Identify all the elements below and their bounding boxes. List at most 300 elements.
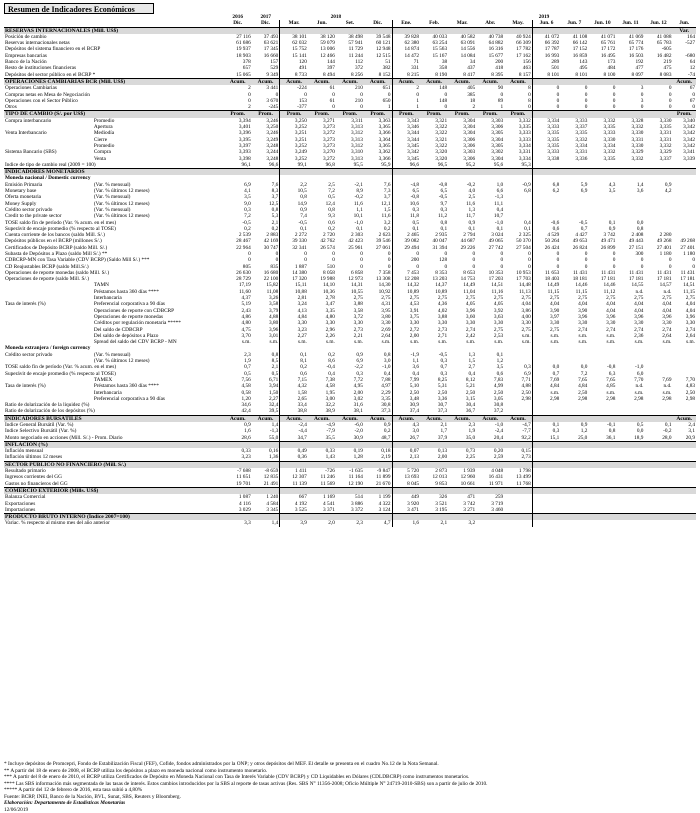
data-cell: 3 525 xyxy=(294,506,307,513)
data-cell: 35,5 xyxy=(325,434,335,441)
data-cell: 3,248 xyxy=(252,156,280,162)
data-cell: 11,6 xyxy=(353,200,363,207)
data-cell: 449 xyxy=(411,494,420,501)
data-cell: -9 847 xyxy=(364,468,392,474)
data-cell: 16 482 xyxy=(656,52,672,59)
data-cell: 3,363 xyxy=(364,118,392,124)
data-cell: 1,5 xyxy=(468,358,476,365)
data-cell: 0,2 xyxy=(328,351,335,358)
data-cell: 0,0 xyxy=(580,364,588,371)
period-header: Jun. 7 xyxy=(567,20,582,27)
data-cell: 0 xyxy=(692,104,695,111)
data-cell: 0 xyxy=(584,257,588,264)
data-cell: 4 529 xyxy=(547,232,560,239)
data-cell: 4,83 xyxy=(685,383,695,390)
data-cell xyxy=(560,27,588,34)
data-cell: Prom. xyxy=(392,111,420,118)
data-cell: 418 xyxy=(495,65,504,72)
data-cell: 3,304 xyxy=(463,117,476,124)
data-cell: 3,331 xyxy=(659,136,672,143)
data-cell: 3 195 xyxy=(435,506,448,513)
data-cell: 405 xyxy=(467,85,476,92)
data-cell: 0 xyxy=(612,104,616,111)
data-cell: 14 874 xyxy=(404,46,420,53)
data-cell: 10,7 xyxy=(493,213,504,220)
data-cell: 0,4 xyxy=(412,370,420,377)
data-cell: 8 256 xyxy=(351,71,363,78)
data-cell: 0 xyxy=(556,104,560,111)
data-cell: 0 xyxy=(668,91,672,98)
data-cell: 0 xyxy=(416,250,420,257)
data-cell: 41 071 xyxy=(600,33,616,40)
data-cell: 60 121 xyxy=(364,40,392,46)
data-cell: Acum. xyxy=(448,415,476,422)
data-cell: 11 768 xyxy=(504,481,532,488)
data-cell: 15 677 xyxy=(488,52,504,59)
data-cell: 128 xyxy=(439,257,448,264)
data-cell xyxy=(560,507,588,514)
data-cell: 4,7 xyxy=(364,520,392,526)
data-cell: 3,334 xyxy=(504,156,532,162)
data-cell: 27 401 xyxy=(680,244,695,251)
data-cell: 50 370 xyxy=(504,238,532,244)
data-cell: 0,5 xyxy=(328,194,335,201)
data-cell xyxy=(560,481,588,488)
row-label: Inflación mensual xyxy=(5,448,44,455)
data-cell: 37 493 xyxy=(252,34,280,40)
data-cell: 7,83 xyxy=(493,376,504,383)
data-cell: 2,43 xyxy=(241,307,251,314)
data-cell: 1,50 xyxy=(252,390,280,396)
data-cell: 4,85 xyxy=(606,383,616,390)
data-cell: 0,1 xyxy=(552,422,560,428)
row-label: SECTOR PÚBLICO NO FINANCIERO (Mill. S/.) xyxy=(4,461,224,468)
data-cell: 0,9 xyxy=(356,351,363,358)
data-cell: 2,73 xyxy=(353,326,363,333)
data-cell: 2,74 xyxy=(662,326,672,333)
data-cell: 326 xyxy=(439,494,448,501)
row-label: TOSE saldo fin de período (Var. % acum. en el mes) xyxy=(5,219,117,226)
data-cell: 10,1 xyxy=(353,213,363,220)
data-cell: 19 937 xyxy=(236,46,251,53)
data-cell: 0 xyxy=(500,257,504,264)
data-cell: 49 268 xyxy=(656,238,672,245)
data-cell: 3,0 xyxy=(412,428,420,435)
data-cell: 1,9 xyxy=(468,428,476,435)
data-cell: 12 190 xyxy=(348,480,363,487)
data-cell: 30,7 xyxy=(437,402,448,409)
data-cell: 14,10 xyxy=(322,282,335,289)
period-header: Set. xyxy=(345,20,355,27)
data-cell: 3,304 xyxy=(491,155,504,162)
indicator-row xyxy=(4,72,696,79)
data-cell: 0,5 xyxy=(252,371,280,377)
data-cell: 0,6 xyxy=(496,370,504,377)
data-cell: 0,3 xyxy=(356,370,363,377)
data-cell: 4,84 xyxy=(297,313,307,320)
data-cell: n.d. xyxy=(635,288,644,295)
data-cell: 3,26 xyxy=(252,295,280,301)
data-cell: 0 xyxy=(364,257,392,263)
data-cell: 38,9 xyxy=(325,408,335,415)
data-cell: 8 353 xyxy=(435,269,448,276)
data-cell: 40 033 xyxy=(432,33,448,40)
data-cell: 120 xyxy=(298,59,307,66)
data-cell: 3,272 xyxy=(322,155,335,162)
data-cell: 7,65 xyxy=(578,376,588,383)
data-cell xyxy=(532,507,560,514)
data-cell: 42 762 xyxy=(320,238,335,245)
data-cell: 38 101 xyxy=(292,33,307,40)
data-cell xyxy=(308,487,336,494)
data-cell xyxy=(532,461,560,468)
data-cell: 2,36 xyxy=(634,332,644,339)
data-cell: 65 774 xyxy=(628,40,644,47)
data-cell: 651 xyxy=(364,85,392,91)
data-cell: 25 961 xyxy=(348,244,363,251)
data-cell: 12 960 xyxy=(460,474,476,481)
data-cell: 62 032 xyxy=(292,40,307,47)
data-cell: 17 203 xyxy=(488,276,504,283)
data-cell: 0 xyxy=(332,257,335,264)
data-cell: 3,96 xyxy=(662,313,672,320)
data-cell: 0,4 xyxy=(504,220,532,226)
data-cell: 12 466 xyxy=(320,52,335,59)
data-cell xyxy=(392,461,420,468)
data-cell: 3,365 xyxy=(364,124,392,130)
data-cell xyxy=(280,487,308,494)
data-cell: 4,88 xyxy=(252,314,280,320)
data-cell: 30,8 xyxy=(493,402,504,409)
data-cell: 0 xyxy=(612,250,616,257)
data-cell: 0 xyxy=(248,97,251,104)
data-cell: 3,251 xyxy=(294,136,307,143)
data-cell: -245 xyxy=(252,104,280,111)
data-cell: 0 xyxy=(584,97,588,104)
data-cell: 3,330 xyxy=(631,130,644,137)
data-cell: 3,306 xyxy=(463,142,476,149)
data-cell: 3,366 xyxy=(364,130,392,136)
data-cell: 15 167 xyxy=(432,52,448,59)
data-cell: Prom. xyxy=(476,111,504,118)
report-title: Resumen de Indicadores Económicos xyxy=(4,3,154,14)
data-cell: s.m. xyxy=(634,339,644,346)
data-cell xyxy=(476,514,504,521)
data-cell: 3,311 xyxy=(351,117,363,124)
data-cell: 3,335 xyxy=(603,124,616,131)
data-cell: 12 xyxy=(689,65,695,72)
data-cell: 0,7 xyxy=(244,364,251,371)
data-cell: 2,50 xyxy=(465,389,476,396)
data-cell: Prom. xyxy=(364,111,392,118)
data-cell: 0,8 xyxy=(328,206,335,213)
data-cell: 3,365 xyxy=(364,143,392,149)
data-cell: 0,1 xyxy=(412,225,420,232)
row-label: COMERCIO EXTERIOR (Mills. US$) xyxy=(4,487,224,494)
data-cell: 1,0 xyxy=(496,181,504,188)
data-cell: 1,4 xyxy=(252,422,280,428)
data-cell: 0 xyxy=(584,250,588,257)
data-cell xyxy=(280,27,308,34)
data-cell: 10,89 xyxy=(407,288,420,295)
row-label: Importaciones xyxy=(5,506,36,513)
data-cell: 0 xyxy=(504,92,532,98)
data-cell: 12 208 xyxy=(404,276,420,283)
data-cell xyxy=(336,169,364,176)
data-cell: 32,2 xyxy=(325,402,335,409)
data-cell xyxy=(616,408,644,415)
data-cell: 0 xyxy=(692,257,695,264)
data-cell: 2,59 xyxy=(493,454,504,461)
data-cell: 30,4 xyxy=(465,402,476,409)
data-cell: 2,64 xyxy=(662,332,672,339)
data-cell: 28 729 xyxy=(236,276,251,283)
data-cell: 4,04 xyxy=(504,301,532,307)
data-cell: 0 xyxy=(248,91,251,98)
data-cell: 41 069 xyxy=(628,33,644,40)
data-cell: 0 xyxy=(504,104,532,111)
data-cell: 2,50 xyxy=(504,390,532,396)
data-cell: 0,2 xyxy=(364,428,392,434)
data-cell: s.m. xyxy=(606,332,616,339)
data-cell: -4,8 xyxy=(410,181,420,188)
data-cell: 0 xyxy=(640,104,644,111)
data-cell: 484 xyxy=(607,65,616,72)
data-cell: 3,330 xyxy=(603,136,616,143)
data-cell xyxy=(644,461,672,468)
period-header: Mar. xyxy=(456,20,468,27)
data-cell: 3,332 xyxy=(631,124,644,131)
data-cell: 51 xyxy=(364,59,392,65)
data-cell: 17 320 xyxy=(292,276,307,283)
data-cell: 2,50 xyxy=(493,389,504,396)
data-cell: 2 280 xyxy=(659,232,672,239)
data-cell: 1 199 xyxy=(364,494,392,500)
data-cell: 3,88 xyxy=(437,313,448,320)
data-cell: 3,252 xyxy=(294,155,307,162)
data-cell: 0,3 xyxy=(244,206,251,213)
data-cell: 3,252 xyxy=(294,124,307,131)
data-cell: Acum. xyxy=(420,78,448,85)
data-cell: 1 xyxy=(416,97,420,104)
data-cell: 2,00 xyxy=(409,332,420,339)
data-cell: 2,19 xyxy=(364,454,392,461)
data-cell: 4 322 xyxy=(364,501,392,507)
row-sublabel: (Var. % últimos 12 meses) xyxy=(93,188,150,195)
data-cell: 3,395 xyxy=(238,136,251,143)
data-cell xyxy=(616,520,644,526)
data-cell: 0,1 xyxy=(300,351,307,358)
data-cell: 4,04 xyxy=(685,301,695,308)
data-cell: 4,84 xyxy=(550,383,560,390)
data-cell: 2,3 xyxy=(244,351,251,358)
data-cell: 1,7 xyxy=(440,428,448,435)
data-cell: 200 xyxy=(411,257,420,264)
data-cell: 4,04 xyxy=(550,301,560,308)
data-cell: 0 xyxy=(364,92,392,98)
data-cell: 41 072 xyxy=(544,33,560,40)
data-cell: 3,332 xyxy=(659,142,672,149)
row-sublabel: (Var. % mensual) xyxy=(93,194,131,201)
data-cell: -6,0 xyxy=(354,422,363,428)
data-cell xyxy=(252,441,280,448)
data-cell: 6,71 xyxy=(252,377,280,383)
data-cell: 1 887 xyxy=(294,263,307,270)
data-cell: s.m. xyxy=(494,339,504,346)
data-cell: Acum. xyxy=(336,78,364,85)
data-cell: 0,49 xyxy=(297,448,307,455)
data-cell: 4 584 xyxy=(252,501,280,507)
report-date: 12/06/2019 xyxy=(4,806,29,813)
data-cell xyxy=(588,408,616,415)
data-cell: 3,01 xyxy=(252,333,280,339)
data-cell: 3,322 xyxy=(435,124,448,131)
row-label: Emisión Primaria xyxy=(5,181,43,188)
data-cell: 39 828 xyxy=(404,33,420,40)
data-cell: 27 116 xyxy=(236,33,251,40)
data-cell xyxy=(588,520,616,526)
data-cell: 8 653 xyxy=(463,269,476,276)
data-cell xyxy=(616,441,644,448)
data-cell: 4,97 xyxy=(364,383,392,389)
data-cell: 17,19 xyxy=(238,282,251,289)
data-cell: -2,4 xyxy=(298,422,307,428)
data-cell: 3,312 xyxy=(351,142,363,149)
data-cell: 3,63 xyxy=(493,313,504,320)
data-cell: 37,2 xyxy=(493,408,504,415)
data-cell: Acum. xyxy=(224,415,252,422)
data-cell xyxy=(644,162,672,169)
data-cell: 0,2 xyxy=(328,225,335,232)
data-cell xyxy=(644,27,672,34)
data-cell: 3 271 xyxy=(463,506,476,513)
data-cell: 2,1 xyxy=(440,520,448,527)
data-cell: 17 181 xyxy=(628,276,644,283)
data-cell: 3,30 xyxy=(578,320,588,327)
data-cell: 4,31 xyxy=(364,301,392,307)
data-cell: 34,7 xyxy=(297,434,307,441)
data-cell: 8 152 xyxy=(364,72,392,79)
data-cell: 4 048 xyxy=(491,468,504,475)
data-cell: 2 xyxy=(416,85,420,92)
data-cell: 0 xyxy=(612,257,616,264)
data-cell xyxy=(560,169,588,176)
data-cell: 95,2 xyxy=(465,161,476,168)
data-cell: 7,70 xyxy=(685,376,695,383)
data-cell: 49 268 xyxy=(680,238,695,245)
data-cell xyxy=(476,169,504,176)
data-cell xyxy=(644,78,672,85)
data-cell: -7,9 xyxy=(326,428,335,435)
data-cell xyxy=(392,441,420,448)
data-cell: 2,74 xyxy=(606,326,616,333)
data-cell: 27 504 xyxy=(504,245,532,251)
data-cell: 17 782 xyxy=(504,46,532,52)
data-cell: 6,9 xyxy=(244,181,251,188)
data-cell: Acum. xyxy=(504,415,532,422)
data-cell xyxy=(532,408,560,415)
data-cell: 0 xyxy=(556,97,560,104)
data-cell: 10,6 xyxy=(409,200,420,207)
data-cell: 8 494 xyxy=(322,71,335,78)
data-cell: 2 873 xyxy=(435,468,448,475)
data-cell: 8 101 xyxy=(547,71,560,78)
data-cell: 8 733 xyxy=(294,71,307,78)
data-cell: 219 xyxy=(663,59,672,66)
data-cell: 2,27 xyxy=(297,332,307,339)
data-cell: 143 xyxy=(579,59,588,66)
data-cell: 9 853 xyxy=(435,480,448,487)
data-cell: 0 xyxy=(472,263,476,270)
data-cell: 34 xyxy=(469,59,476,66)
data-cell: 3,30 xyxy=(685,320,695,327)
data-cell xyxy=(560,162,588,169)
row-label: Certificados de Depósito BCRP (saldo Mill. S/.) xyxy=(5,244,108,251)
data-cell: 3,7 xyxy=(364,194,392,200)
data-cell: 33,4 xyxy=(297,402,307,409)
data-cell: 7,88 xyxy=(364,377,392,383)
data-cell: 3,362 xyxy=(364,149,392,155)
data-cell xyxy=(588,461,616,468)
data-cell: 12,5 xyxy=(252,201,280,207)
data-cell: 7,99 xyxy=(409,376,420,383)
data-cell: 3,305 xyxy=(491,130,504,137)
data-cell: 2,3 xyxy=(356,520,363,527)
data-cell: 26,7 xyxy=(409,434,420,441)
data-cell: -224 xyxy=(297,85,307,92)
data-cell: 3,333 xyxy=(504,137,532,143)
data-cell: 3,30 xyxy=(606,320,616,327)
data-cell: 14,32 xyxy=(407,282,420,289)
row-sublabel: (Var. % mensual) xyxy=(93,351,131,358)
period-header: May. xyxy=(504,20,532,27)
data-cell: 2,98 xyxy=(504,396,532,402)
data-cell: 49 443 xyxy=(628,238,644,245)
data-cell: 7,71 xyxy=(504,377,532,383)
data-cell: 3,94 xyxy=(252,383,280,389)
data-cell: -2,2 xyxy=(354,364,363,371)
data-cell: 61 xyxy=(329,85,335,92)
period-header: Jun. 10 xyxy=(594,20,611,27)
data-cell: 0,2 xyxy=(244,225,251,232)
data-cell: 26 574 xyxy=(320,244,335,251)
data-cell: 0,8 xyxy=(252,207,280,213)
data-cell: 14,49 xyxy=(547,282,560,289)
row-sublabel: Venta xyxy=(93,155,106,162)
data-cell: 0,1 xyxy=(440,225,448,232)
data-cell xyxy=(588,169,616,176)
data-cell: 0,8 xyxy=(636,225,644,232)
data-cell: 10,5 xyxy=(297,188,307,195)
data-cell: 3,333 xyxy=(603,130,616,137)
row-label: Subasta de Depósitos a Plazo (saldo Mill S/.) ** xyxy=(5,250,108,257)
data-cell: Acum. xyxy=(252,78,280,85)
data-cell: 12 515 xyxy=(364,53,392,59)
data-cell: 382 xyxy=(364,65,392,71)
data-cell: 21 491 xyxy=(252,481,280,488)
data-cell: 10,55 xyxy=(351,288,363,295)
row-sublabel: (Var. % últimos 12 meses) xyxy=(93,358,150,365)
data-cell: 2,74 xyxy=(634,326,644,333)
data-cell: 14,48 xyxy=(504,282,532,288)
data-cell: 0,7 xyxy=(440,364,448,371)
data-cell: n.d. xyxy=(663,383,672,390)
data-cell xyxy=(504,169,532,176)
data-cell: 26 630 xyxy=(236,269,251,276)
data-cell: -1,0 xyxy=(635,364,644,371)
data-cell: 4,02 xyxy=(437,307,448,314)
data-cell: Prom. xyxy=(224,111,252,118)
